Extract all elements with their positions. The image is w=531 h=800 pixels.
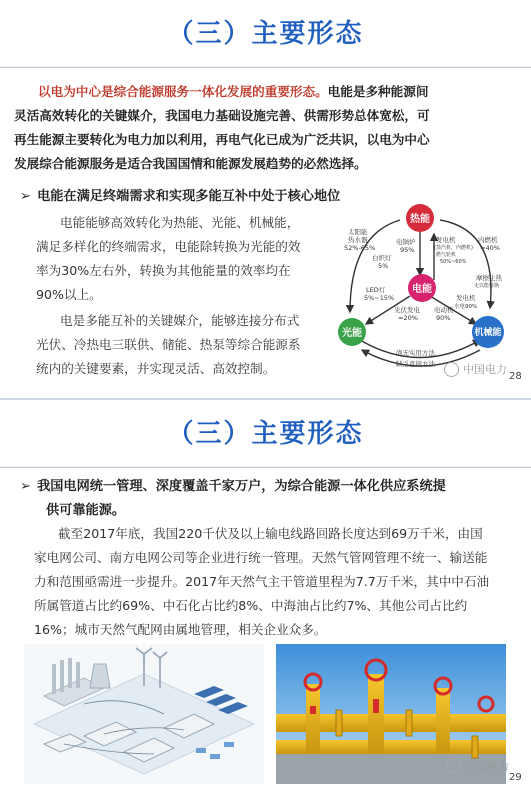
label-pv-2: ≈20% bbox=[398, 314, 418, 322]
page-number: 28 bbox=[509, 371, 522, 382]
watermark-text: 中国电力 bbox=[465, 760, 509, 773]
label-friction-2: 无以能转换 bbox=[474, 283, 500, 289]
label-generator-2: (蒸汽机，内燃机) bbox=[434, 245, 473, 251]
label-motor: 电动机 bbox=[434, 306, 454, 314]
section-bullet bbox=[20, 475, 446, 494]
body-line: 16%；城市天然气配网由属地管理，相关企业众多。 bbox=[34, 622, 327, 637]
body-line: 光伏、冷热电三联供、储能、热泵等综合能源系 bbox=[36, 337, 301, 352]
intro-line-1 bbox=[38, 80, 428, 104]
label-generator: 发电机 bbox=[436, 236, 456, 244]
slide-28 bbox=[0, 0, 531, 398]
slide-title: （三）主要形态 bbox=[167, 419, 364, 449]
watermark-text: 中国电力 bbox=[463, 363, 507, 376]
elec-node-label: 电能 bbox=[412, 284, 432, 295]
body-line: 力和范围亟需进一步提升。2017年天然气主干管道里程为7.7万千米，其中中石油 bbox=[34, 574, 490, 589]
section-bullet bbox=[20, 185, 340, 204]
label-no-practical: 尚无实用方法 bbox=[396, 349, 435, 357]
body-line: 90%以上。 bbox=[36, 287, 102, 302]
label-friction: 摩擦生热 bbox=[476, 274, 502, 282]
label-generator-r-2: 水电90% bbox=[454, 304, 478, 310]
label-motor-2: 90% bbox=[436, 314, 451, 322]
label-solar: 太阳能 bbox=[348, 228, 368, 236]
body-line: 家电网公司、南方电网公司等企业进行统一管理。天然气管网管理不统一、输送能 bbox=[34, 550, 488, 565]
label-solar-2: 热水器 bbox=[348, 236, 368, 244]
slide-title: （三）主要形态 bbox=[167, 19, 364, 49]
label-no-direct: 缺乏直接方法 bbox=[396, 360, 435, 368]
body-line: 所属管道占比约69%、中石化占比约8%、中海油占比约7%、其他公司占比约 bbox=[34, 598, 468, 613]
grid-infrastructure-illustration bbox=[24, 644, 264, 784]
heat-node-label: 热能 bbox=[410, 214, 430, 225]
label-ice: 内燃机 bbox=[478, 236, 498, 244]
arrow-bullet-icon: ➢ bbox=[20, 479, 32, 494]
watermark bbox=[446, 758, 509, 774]
label-pv: 光伏发电 bbox=[394, 306, 420, 314]
light-node-label: 光能 bbox=[342, 328, 362, 339]
body-line: 满足多样化的终端需求，电能除转换为光能的效 bbox=[36, 239, 301, 254]
body-line: 电是多能互补的关键媒介，能够连接分布式 bbox=[60, 313, 300, 328]
label-incandescent: 白炽灯 bbox=[372, 254, 392, 262]
section-bullet-text: 电能在满足终端需求和实现多能互补中处于核心地位 bbox=[37, 189, 341, 204]
label-led-2: 5%~15% bbox=[364, 294, 395, 302]
brand-logo-icon bbox=[444, 362, 459, 377]
body-line: 截至2017年底，我国220千伏及以上输电线路回路长度达到69万千米，由国 bbox=[58, 526, 483, 541]
body-line: 率为30%左右外，转换为其他能量的效率均在 bbox=[36, 263, 291, 278]
title-divider bbox=[0, 466, 531, 468]
label-solar-3: 52%-65% bbox=[344, 244, 376, 252]
watermark bbox=[444, 361, 507, 377]
label-boiler: 电锅炉 bbox=[396, 238, 416, 246]
title-divider bbox=[0, 66, 531, 68]
label-ice-2: ≈40% bbox=[480, 244, 500, 252]
intro-highlight: 以电为中心是综合能源服务一体化发展的重要形态。 bbox=[38, 84, 328, 99]
slide-29 bbox=[0, 400, 531, 800]
label-boiler-2: 95% bbox=[400, 246, 415, 254]
label-generator-4: 50%~60% bbox=[440, 259, 467, 265]
intro-line-3: 再生能源主要转化为电力加以利用，再电气化已成为广泛共识，以电为中心 bbox=[14, 132, 430, 147]
section-bullet-cont: 供可靠能源。 bbox=[46, 503, 126, 518]
page-number: 29 bbox=[509, 772, 522, 783]
label-generator-r: 发电机 bbox=[456, 294, 476, 302]
arrow-bullet-icon: ➢ bbox=[20, 189, 32, 204]
section-bullet-text: 我国电网统一管理、深度覆盖千家万户，为综合能源一体化供应系统提 bbox=[37, 479, 446, 494]
label-generator-3: 燃气轮机 bbox=[436, 252, 457, 258]
mech-node-label: 机械能 bbox=[474, 328, 502, 338]
brand-logo-icon bbox=[446, 759, 461, 774]
body-line: 电能能够高效转化为热能、光能、机械能， bbox=[60, 215, 300, 230]
energy-conversion-diagram bbox=[330, 200, 520, 378]
intro-line-1-rest: 电能是多种能源间 bbox=[327, 84, 429, 99]
label-incandescent-2: 5% bbox=[378, 262, 389, 270]
label-led: LED灯 bbox=[366, 286, 386, 294]
intro-line-2: 灵活高效转化的关键媒介，我国电力基础设施完善、供需形势总体宽松，可 bbox=[14, 108, 430, 123]
body-line: 统内的关键要素，并实现灵活、高效控制。 bbox=[36, 361, 276, 376]
intro-line-4: 发展综合能源服务是适合我国国情和能源发展趋势的必然选择。 bbox=[14, 156, 367, 171]
